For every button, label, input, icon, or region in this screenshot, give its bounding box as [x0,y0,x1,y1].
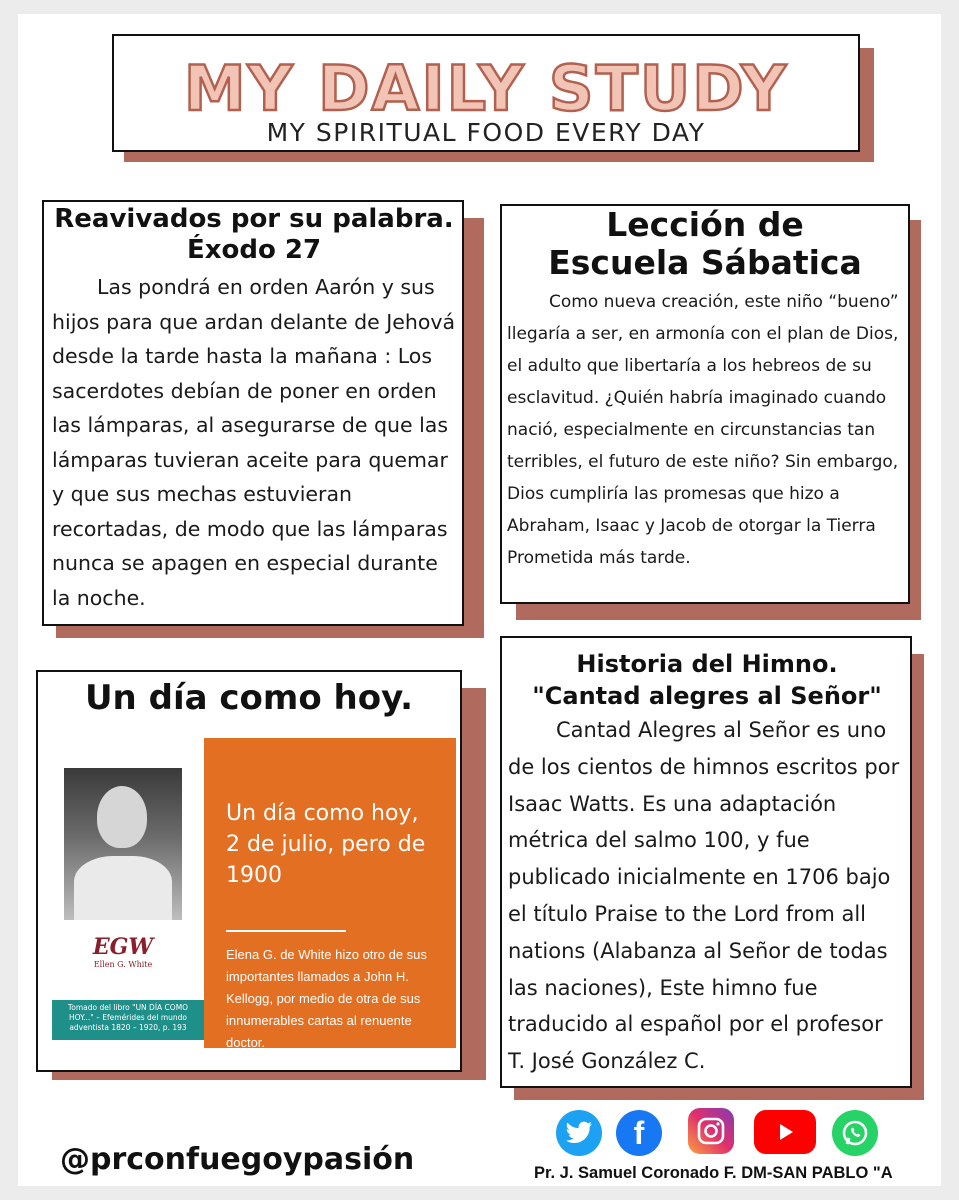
leccion-body: Como nueva creación, este niño “bueno” llegaría a ser, en armonía con el plan de Dios, el adulto que libertaría a los hebreos de su esclavitud. ¿Quién habría imaginado cuando nació, especialmente en circunstancias tan terribles, el futuro de este niño? Sin embargo, Dios cumpliría las promesas que hizo a Abraham, Isaac y Jacob de otorgar la Tierra Prometida más tarde. [507,292,899,568]
orange-heading: Un día como hoy, 2 de julio, pero de 1900 [226,801,426,888]
ellen-white-logo [88,934,158,986]
undia-card [36,670,462,1072]
reavivados-card [42,200,464,626]
header-box [112,34,860,152]
footer-handle[interactable]: @prconfuegoypasión [60,1142,415,1177]
logo-caption: Ellen G. White [93,960,153,969]
reavivados-title: Reavivados por su palabra. Éxodo 27 [54,204,454,265]
himno-body: Cantad Alegres al Señor es uno de los cientos de himnos escritos por Isaac Watts. Es una adaptación métrica del salmo 100, y fue publicado inicialmente en 1706 bajo el título Praise to the Lord from all nations (Alabanza al Señor de todas las naciones), Este himno fue traducido al español por el profesor T. José González C. [508,718,900,1074]
page-title: MY DAILY STUDY [183,52,789,125]
youtube-icon[interactable] [754,1110,816,1154]
footer-author: Pr. J. Samuel Coronado F. DM-SAN PABLO "A [534,1164,893,1182]
instagram-icon[interactable] [688,1108,734,1154]
portrait-face [97,786,147,848]
orange-panel [204,738,456,1048]
leccion-title: Lección de Escuela Sábatica [548,205,862,282]
logo-mark: EGW [92,934,154,960]
orange-divider [226,930,346,932]
portrait-photo [64,768,182,920]
whatsapp-icon[interactable] [832,1110,878,1156]
facebook-icon[interactable] [616,1110,662,1156]
page [18,14,941,1186]
orange-text: Elena G. de White hizo otro de sus importantes llamados a John H. Kellogg, por medio de otra de sus innumerables cartas al renuente doctor. [226,947,427,1050]
twitter-icon[interactable] [556,1110,602,1156]
undia-title: Un día como hoy. [84,678,414,718]
source-note: Tomado del libro "UN DÍA COMO HOY..." – Efemérides del mundo adventista 1820 – 1920, p. 193 [52,1000,204,1040]
himno-title: Historia del Himno. "Cantad alegres al Señor" [532,650,882,710]
reavivados-body: Las pondrá en orden Aarón y sus hijos para que ardan delante de Jehová desde la tarde hasta la mañana : Los sacerdotes debían de poner en orden las lámparas, al asegurarse de que las lámparas tuvieran aceite para quemar y que sus mechas estuvieran recortadas, de modo que las lámparas nunca se apagen en especial durante la noche. [52,275,456,610]
portrait-coat [74,856,172,920]
himno-card [500,636,912,1088]
facebook-glyph: f [633,1115,645,1151]
page-subtitle: MY SPIRITUAL FOOD EVERY DAY [266,118,706,147]
leccion-card [500,204,910,604]
